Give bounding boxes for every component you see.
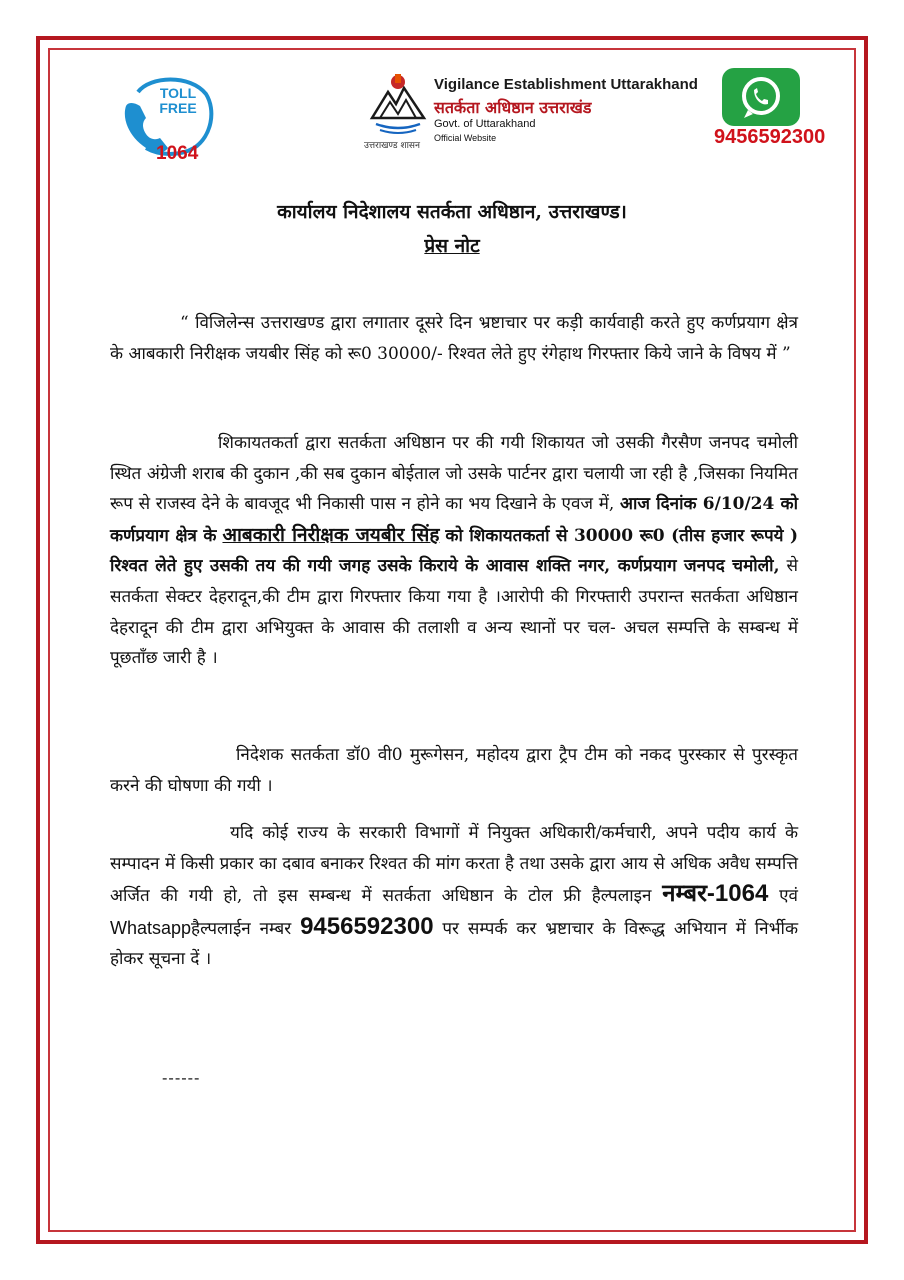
- accused-name: आबकारी निरीक्षक जयबीर सिंह: [222, 523, 440, 546]
- whatsapp-helpline-number: 9456592300: [300, 912, 434, 940]
- whatsapp-icon: [722, 68, 800, 126]
- whatsapp-label: Whatsapp: [110, 917, 192, 938]
- signoff-dashes: ------: [162, 1068, 201, 1087]
- arrest-date-text: आज दिनांक 6/10/24 को कर्णप्रयाग क्षेत्र के: [110, 494, 798, 546]
- brand-title-hi: सतर्कता अधिष्ठान उत्तराखंड: [434, 98, 592, 117]
- bribe-details: को शिकायतकर्ता से 30000 रू0 (तीस हजार रूपये ) रिश्वत लेते हुए उसकी तय की गयी जगह उसके किराये के आवास शक्ति नगर, कर्णप्रयाग जनपद चमोली,: [110, 525, 799, 577]
- toll-free-number: 1064: [156, 143, 199, 164]
- helpline-closing: पर सम्पर्क कर भ्रष्टाचार के विरूद्ध अभियान में निर्भीक होकर सूचना दें ।: [110, 918, 799, 970]
- emblem-caption: उत्तराखण्ड शासन: [364, 141, 421, 151]
- state-emblem-icon: [366, 70, 430, 140]
- press-note-heading: [0, 232, 904, 258]
- helpline-intro: यदि कोई राज्य के सरकारी विभागों में नियुक्त अधिकारी/कर्मचारी, अपने पदीय कार्य के सम्पादन में किसी प्रकार का दबाव बनाकर रिश्वत की मांग करता है तथा उसके द्वारा आय से अधिक अवैध सम्पत्ति अर्जित की गयी हो, तो इस सम्बन्ध में सतर्कता अधिष्ठान के टोल फ्री हैल्पलाइन: [110, 823, 798, 907]
- whatsapp-helpline-text: हैल्पलाईन नम्बर: [191, 918, 292, 939]
- press-note-label: प्रेस नोट: [424, 235, 480, 257]
- govt-label: Govt. of Uttarakhand: [434, 118, 536, 130]
- reward-paragraph: निदेशक सतर्कता डॉ0 वी0 मुरूगेसन, महोदय द्वारा ट्रैप टीम को नकद पुरस्कार से पुरस्कृत करने की घोषणा की गयी ।: [110, 745, 798, 796]
- and-text: एवं: [779, 886, 799, 907]
- subject-paragraph: “ विजिलेन्स उत्तराखण्ड द्वारा लगातार दूसरे दिन भ्रष्टाचार पर कड़ी कार्यवाही करते हुए कर्णप्रयाग क्षेत्र के आबकारी निरीक्षक जयबीर सिंह को रू0 30000/- रिश्वत लेते हुए रंगेहाथ गिरफ्तार किये जाने के विषय में ”: [110, 313, 798, 364]
- helpline-number: नम्बर-1064: [662, 880, 769, 908]
- brand-title-en: Vigilance Establishment Uttarakhand: [434, 76, 698, 93]
- whatsapp-number: 9456592300: [714, 126, 826, 148]
- complaint-rest: से सतर्कता सेक्टर देहरादून,की टीम द्वारा गिरफ्तार किया गया है ।आरोपी की गिरफ्तारी उपरान्त सतर्कता अधिष्ठान देहरादून की टीम द्वारा अभियुक्त के आवास की तलाशी व अन्य स्थानों पर चल- अचल सम्पत्ति के सम्बन्ध में पूछताँछ जारी है ।: [110, 556, 799, 669]
- complaint-paragraph: [110, 428, 798, 674]
- site-label: Official Website: [434, 133, 497, 143]
- helpline-paragraph: [110, 818, 798, 975]
- office-title: कार्यालय निदेशालय सतर्कता अधिष्ठान, उत्तराखण्ड।: [277, 201, 627, 223]
- complaint-intro: शिकायतकर्ता द्वारा सतर्कता अधिष्ठान पर की गयी शिकायत जो उसकी गैरसैण जनपद चमोली स्थित अंग्रेजी शराब की दुकान ,की सब दुकान बोईताल जो उसके पार्टनर द्वारा चलायी जा रही है ,जिसका नियमित रूप से राजस्व देने के बावजूद भी निकासी पास न होने का भय दिखाने के एवज में,: [110, 433, 798, 515]
- toll-free-badge: TOLL FREE: [159, 85, 197, 116]
